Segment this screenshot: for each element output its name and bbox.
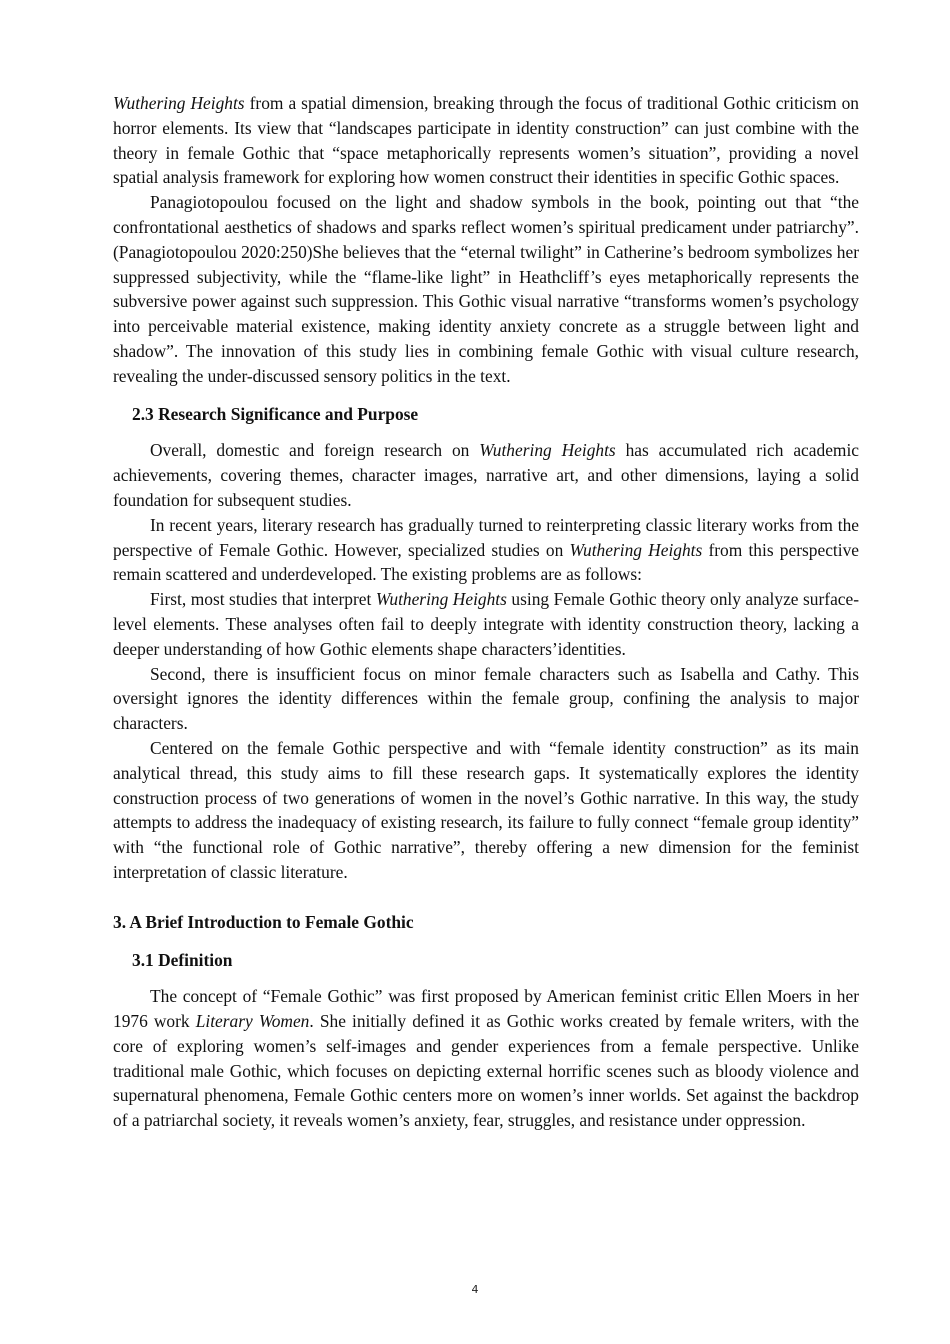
paragraph-centered: Centered on the female Gothic perspective and with “female identity construction” as its main analytical thread, this study aims to fill these research gaps. It systematically explores the identity construction process of two generations of women in the novel’s Gothic narrative. In this way, the study attempts to address the inadequacy of existing research, its failure to fully connect “female group identity” with “the functional role of Gothic narrative”, thereby offering a new dimension for the feminist interpretation of classic literature. (113, 737, 859, 882)
paragraph-first: First, most studies that interpret Wuthering Heights using Female Gothic theory only analyze surface-level elements. These analyses often fail to deeply integrate with identity construction theory, lacking a deeper understanding of how Gothic elements shape characters’identities. (113, 589, 860, 659)
section-heading-2-3: 2.3 Research Significance and Purpose (132, 403, 419, 424)
paragraph-continued: Wuthering Heights from a spatial dimension, breaking through the focus of traditional Gothic criticism on horror elements. Its view that “landscapes participate in identity construction” can just combine with the theory in female Gothic that “space metaphorically represents women’s situation”, providing a novel spatial analysis framework for exploring how women construct their identities in specific Gothic spaces. (113, 93, 860, 188)
paragraph-panagiotopoulou: Panagiotopoulou focused on the light and shadow symbols in the book, pointing out that “the confrontational aesthetics of shadows and sparks reflect women’s spiritual predicament under patriarchy”. (Panagiotopoulou 2020:250)She believes that the “eternal twilight” in Catherine’s bedroom symbolizes her suppressed subjectivity, while the “flame-like light” in Heathcliff’s eyes metaphorically represents the subversive power against such suppression. This Gothic visual narrative “transforms women’s psychology into perceivable material existence, making identity anxiety concrete as a struggle between light and shadow”. The innovation of this study lies in combining female Gothic with visual culture research, revealing the under-discussed sensory politics in the text. (113, 192, 859, 386)
book-title: Literary Women (195, 1011, 310, 1032)
book-title: Wuthering Heights (375, 589, 507, 610)
document-page (113, 91, 859, 1133)
book-title: Wuthering Heights (569, 539, 703, 560)
section-heading-3: 3. A Brief Introduction to Female Gothic (113, 911, 414, 932)
paragraph-recent-years: In recent years, literary research has gradually turned to reinterpreting classic literary works from the perspective of Female Gothic. However, specialized studies on Wuthering Heights from this perspective remain scattered and underdeveloped. The existing problems are as follows: (113, 514, 859, 585)
paragraph-definition: The concept of “Female Gothic” was first proposed by American feminist critic Ellen Moers in her 1976 work Literary Women. She initially defined it as Gothic works created by female writers, with the core of exploring women’s self-images and gender experiences from a female perspective. Unlike traditional male Gothic, which focuses on depicting external horrific scenes such as bloody violence and supernatural phenomena, Female Gothic centers more on women’s inner worlds. Set against the backdrop of a patriarchal society, it reveals women’s anxiety, fear, struggles, and resistance under oppression. (113, 986, 859, 1131)
paragraph-second: Second, there is insufficient focus on minor female characters such as Isabella and Cathy. This oversight ignores the identity differences within the female group, confining the analysis to major characters. (113, 663, 859, 734)
paragraph-overall: Overall, domestic and foreign research on Wuthering Heights has accumulated rich academic achievements, covering themes, character images, narrative art, and other dimensions, laying a solid foundation for subsequent studies. (113, 440, 859, 510)
page-number: 4 (471, 1283, 479, 1296)
section-heading-3-1: 3.1 Definition (132, 949, 233, 970)
book-title: Wuthering Heights (479, 440, 616, 461)
book-title: Wuthering Heights (113, 93, 245, 113)
